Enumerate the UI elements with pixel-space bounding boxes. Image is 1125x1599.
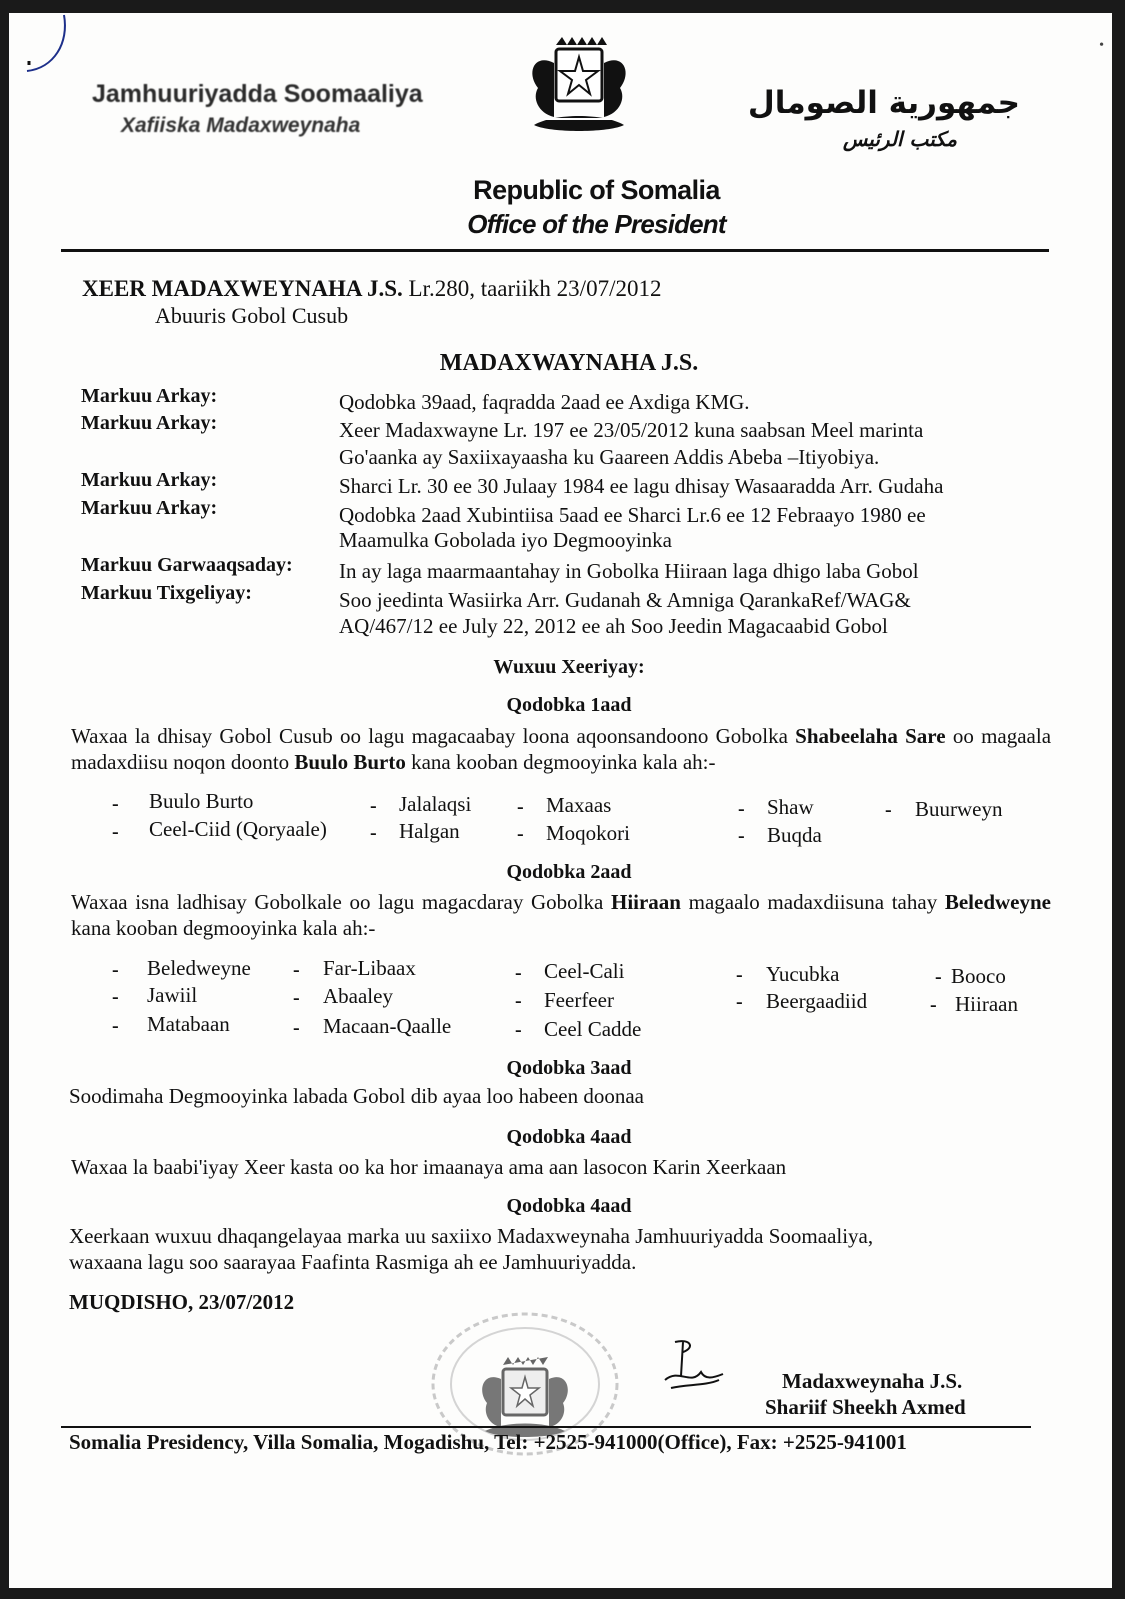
bullet-marker: - bbox=[293, 987, 300, 1009]
recital-text: In ay laga maarmaantahay in Gobolka Hiiraan laga dhigo laba Gobol bbox=[339, 559, 919, 583]
district-item: Moqokori bbox=[546, 821, 630, 845]
coat-of-arms-emblem bbox=[514, 33, 644, 143]
footer-address: Somalia Presidency, Villa Somalia, Mogadishu, Tel: +2525-941000(Office), Fax: +2525-941001 bbox=[69, 1430, 907, 1454]
header-somali-office: Xafiiska Madaxweynaha bbox=[121, 114, 361, 137]
capital-name: Buulo Burto bbox=[294, 750, 406, 774]
recital-label: Markuu Arkay: bbox=[81, 385, 218, 407]
bullet-marker: - bbox=[515, 990, 522, 1012]
header-english-office: Office of the President bbox=[467, 209, 726, 239]
district-item: Buqda bbox=[767, 823, 822, 847]
district-item: Matabaan bbox=[147, 1012, 230, 1036]
capital-name: Beledweyne bbox=[944, 890, 1052, 914]
article-2-text-part: magaalo madaxdiisuna tahay bbox=[681, 890, 938, 914]
pen-mark-decoration bbox=[9, 13, 79, 93]
bullet-marker: - bbox=[736, 964, 743, 986]
district-item: Booco bbox=[951, 964, 1006, 988]
article-1-heading: Qodobka 1aad bbox=[506, 694, 632, 716]
district-item: Ceel Cadde bbox=[544, 1017, 642, 1041]
region-name: Sare bbox=[905, 724, 946, 748]
district-item: Beledweyne bbox=[147, 956, 251, 980]
district-item: Hiiraan bbox=[955, 992, 1018, 1016]
district-item: Abaaley bbox=[323, 984, 393, 1008]
district-item: Yucubka bbox=[766, 962, 840, 986]
article-2-text-part: Waxaa isna ladhisay Gobolkale oo lagu magacdaray Gobolka bbox=[71, 890, 611, 914]
decree-subtitle: Abuuris Gobol Cusub bbox=[155, 303, 349, 328]
district-item: Macaan-Qaalle bbox=[323, 1014, 452, 1038]
recital-label: Markuu Arkay: bbox=[81, 469, 218, 491]
document-page bbox=[9, 13, 1112, 1588]
president-heading: MADAXWAYNAHA J.S. bbox=[439, 350, 699, 376]
recital-text: Go'aanka ay Saxiixayaasha ku Gaareen Addis Abeba –Itiyobiya. bbox=[339, 445, 880, 469]
bullet-marker: - bbox=[515, 1019, 522, 1041]
bullet-marker: - bbox=[112, 793, 119, 815]
recital-text: Sharci Lr. 30 ee 30 Julaay 1984 ee lagu dhisay Wasaaradda Arr. Gudaha bbox=[339, 474, 944, 498]
article-5-line-1: Xeerkaan wuxuu dhaqangelayaa marka uu saxiixo Madaxweynaha Jamhuuriyadda Soomaaliya, bbox=[69, 1224, 874, 1248]
footer-divider bbox=[61, 1426, 1031, 1428]
decree-title-bold: XEER MADAXWEYNAHA J.S. bbox=[82, 276, 403, 301]
district-item: Beergaadiid bbox=[766, 989, 868, 1013]
header-arabic-country: جمهورية الصومال bbox=[747, 85, 1020, 121]
bullet-marker: - bbox=[515, 962, 522, 984]
recital-text: Maamulka Gobolada iyo Degmooyinka bbox=[339, 528, 673, 552]
article-1-text-part: Waxaa la dhisay Gobol Cusub oo lagu magacaabay loona aqoonsandoono Gobolka bbox=[71, 724, 796, 748]
article-4-text: Waxaa la baabi'iyay Xeer kasta oo ka hor imaanaya ama aan lasocon Karin Xeerkaan bbox=[71, 1155, 787, 1179]
decided-heading: Wuxuu Xeeriyay: bbox=[493, 656, 645, 678]
article-3-heading: Qodobka 3aad bbox=[506, 1057, 632, 1079]
district-item: Buurweyn bbox=[915, 797, 1003, 821]
recital-text: AQ/467/12 ee July 22, 2012 ee ah Soo Jeedin Magacaabid Gobol bbox=[339, 614, 888, 638]
article-1-text bbox=[71, 723, 1051, 775]
district-item: Jawiil bbox=[147, 983, 198, 1007]
district-item: Far-Libaax bbox=[323, 956, 416, 980]
bullet-marker: - bbox=[517, 823, 524, 845]
signatory-title: Madaxweynaha J.S. bbox=[782, 1369, 963, 1393]
district-item: Ceel-Ciid (Qoryaale) bbox=[149, 817, 327, 841]
article-5-heading: Qodobka 4aad bbox=[506, 1195, 632, 1217]
recital-text: Qodobka 39aad, faqradda 2aad ee Axdiga KMG. bbox=[339, 390, 750, 414]
bullet-marker: - bbox=[738, 798, 745, 820]
district-item: Halgan bbox=[399, 819, 460, 843]
corner-marker: • bbox=[1099, 38, 1104, 53]
recital-label: Markuu Tixgeliyay: bbox=[81, 582, 252, 604]
header-arabic-office: مكتب الرئيس bbox=[842, 127, 957, 151]
article-4-heading: Qodobka 4aad bbox=[506, 1126, 632, 1148]
district-item: Jalalaqsi bbox=[399, 792, 472, 816]
handwritten-signature bbox=[661, 1338, 731, 1398]
article-1-text-part: oo magaala madaxdiisu noqon doonto bbox=[71, 724, 1052, 774]
district-item: Maxaas bbox=[546, 793, 612, 817]
article-2-text bbox=[71, 889, 1051, 941]
recital-label: Markuu Garwaaqsaday: bbox=[81, 554, 293, 576]
bullet-marker: - bbox=[517, 796, 524, 818]
district-item: Shaw bbox=[767, 795, 814, 819]
bullet-marker: - bbox=[293, 959, 300, 981]
decree-title-rest: Lr.280, taariikh 23/07/2012 bbox=[402, 276, 662, 301]
bullet-marker: - bbox=[112, 1015, 119, 1037]
article-3-text: Soodimaha Degmooyinka labada Gobol dib ayaa loo habeen doonaa bbox=[69, 1084, 644, 1108]
recital-label: Markuu Arkay: bbox=[81, 497, 218, 519]
district-item: Feerfeer bbox=[544, 988, 614, 1012]
region-name: Shabeelaha bbox=[795, 724, 898, 748]
decree-title bbox=[82, 276, 661, 302]
header-english-country: Republic of Somalia bbox=[473, 175, 720, 205]
article-5-line-2: waxaana lagu soo saarayaa Faafinta Rasmiga ah ee Jamhuuriyadda. bbox=[69, 1250, 637, 1274]
recital-label: Markuu Arkay: bbox=[81, 412, 218, 434]
article-2-heading: Qodobka 2aad bbox=[506, 861, 632, 883]
header-divider bbox=[61, 249, 1049, 252]
recital-text: Soo jeedinta Wasiirka Arr. Gudanah & Amniga QarankaRef/WAG& bbox=[339, 588, 911, 612]
bullet-marker: - bbox=[112, 821, 119, 843]
bullet-marker: - bbox=[370, 822, 377, 844]
place-and-date: MUQDISHO, 23/07/2012 bbox=[69, 1290, 295, 1314]
bullet-marker: - bbox=[738, 825, 745, 847]
header-somali-country: Jamhuuriyadda Soomaaliya bbox=[92, 80, 423, 108]
bullet-marker: - bbox=[293, 1017, 300, 1039]
bullet-marker: - bbox=[930, 994, 937, 1016]
recital-text: Qodobka 2aad Xubintiisa 5aad ee Sharci Lr.6 ee 12 Febraayo 1980 ee bbox=[339, 503, 926, 527]
signatory-name: Shariif Sheekh Axmed bbox=[765, 1395, 966, 1419]
region-name: Hiiraan bbox=[610, 890, 681, 914]
district-item: Ceel-Cali bbox=[544, 959, 625, 983]
article-2-text-part: kana kooban degmooyinka kala ah:- bbox=[71, 916, 376, 940]
bullet-marker: - bbox=[370, 795, 377, 817]
bullet-marker: - bbox=[736, 991, 743, 1013]
district-item: Buulo Burto bbox=[149, 789, 254, 813]
bullet-marker: - bbox=[885, 799, 892, 821]
bullet-marker: - bbox=[112, 959, 119, 981]
article-1-text-part: kana kooban degmooyinka kala ah:- bbox=[405, 750, 716, 774]
bullet-marker: - bbox=[935, 966, 942, 988]
recital-text: Xeer Madaxwayne Lr. 197 ee 23/05/2012 kuna saabsan Meel marinta bbox=[339, 418, 924, 442]
bullet-marker: - bbox=[112, 986, 119, 1008]
